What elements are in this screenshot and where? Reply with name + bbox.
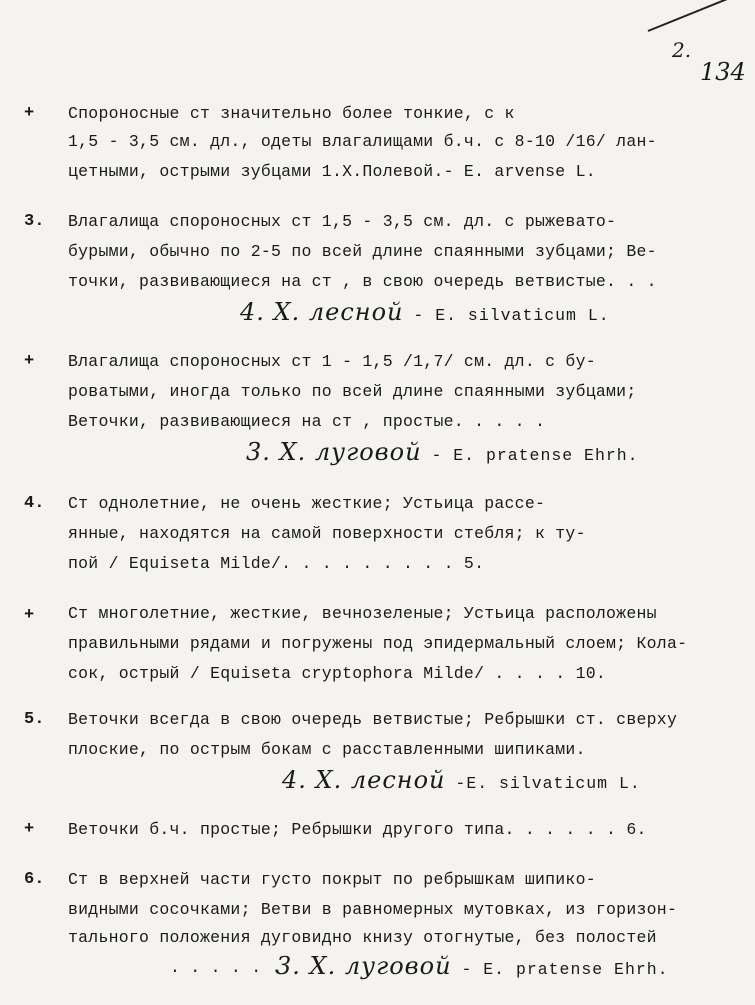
handwritten-name: 4. Х. лесной (240, 298, 404, 326)
entry-line: Спороносные ст значительно более тонкие, с к (68, 104, 515, 123)
latin-name: - E. pratense Ehrh. (461, 960, 669, 979)
entry-line: плоские, по острым бокам с расставленными шипиками. (68, 740, 586, 759)
entry-line: тального положения дуговидно книзу отогнутые, без полостей (68, 928, 657, 947)
entry-line: Веточки всегда в свою очередь ветвистые; Ребрышки ст. сверху (68, 710, 678, 729)
taxon-result (246, 438, 639, 466)
entry-line: правильными рядами и погружены под эпидермальный слоем; Кола- (68, 634, 688, 653)
entry-line: пой / Equiseta Milde/. . . . . . . . . 5. (68, 554, 485, 573)
entry-marker: + (24, 606, 35, 625)
entry-line: Влагалища спороносных ст 1,5 - 3,5 см. дл. с рыжевато- (68, 212, 617, 231)
entry-line: Веточки б.ч. простые; Ребрышки другого типа. . . . . . 6. (68, 820, 647, 839)
entry-line: роватыми, иногда только по всей длине спаянными зубцами; (68, 382, 637, 401)
entry-line: Влагалища спороносных ст 1 - 1,5 /1,7/ см. дл. с бу- (68, 352, 596, 371)
entry-marker: 3. (24, 212, 45, 231)
entry-marker: + (24, 352, 35, 371)
handwritten-name: 3. Х. луговой (246, 438, 422, 466)
entry-marker: 5. (24, 710, 45, 729)
handwritten-name: 3. Х. луговой (276, 952, 452, 980)
entry-line: Веточки, развивающиеся на ст , простые. . . . . (68, 412, 546, 431)
corner-pen-stroke (648, 0, 741, 32)
taxon-result (282, 766, 641, 794)
entry-line: Ст многолетние, жесткие, вечнозеленые; Устьица расположены (68, 604, 657, 623)
entry-marker: + (24, 104, 35, 123)
entry-marker: 6. (24, 870, 45, 889)
taxon-result (276, 952, 669, 980)
latin-name: - E. silvaticum L. (413, 306, 610, 325)
taxon-result (240, 298, 610, 326)
archive-page-number: 134 (700, 58, 746, 86)
latin-name: - E. pratense Ehrh. (431, 446, 639, 465)
entry-line: видными сосочками; Ветви в равномерных мутовках, из горизон- (68, 900, 678, 919)
entry-line: бурыми, обычно по 2-5 по всей длине спаянными зубцами; Ве- (68, 242, 657, 261)
entry-line: Ст однолетние, не очень жесткие; Устьица рассе- (68, 494, 546, 513)
handwritten-name: 4. Х. лесной (282, 766, 446, 794)
entry-line: точки, развивающиеся на ст , в свою очередь ветвистые. . . (68, 272, 657, 291)
entry-line: сок, острый / Equiseta cryptophora Milde/ . . . . 10. (68, 664, 607, 683)
entry-marker: + (24, 820, 35, 839)
page-number: 2. (672, 38, 692, 62)
entry-line: цетными, острыми зубцами 1.Х.Полевой.- E. arvense L. (68, 162, 596, 181)
entry-marker: 4. (24, 494, 45, 513)
entry-line: Ст в верхней части густо покрыт по ребрышкам шипико- (68, 870, 596, 889)
trailing-dots: . . . . . . (170, 958, 282, 977)
latin-name: -E. silvaticum L. (455, 774, 641, 793)
entry-line: 1,5 - 3,5 см. дл., одеты влагалищами б.ч. с 8-10 /16/ лан- (68, 132, 657, 151)
entry-line: янные, находятся на самой поверхности стебля; к ту- (68, 524, 586, 543)
